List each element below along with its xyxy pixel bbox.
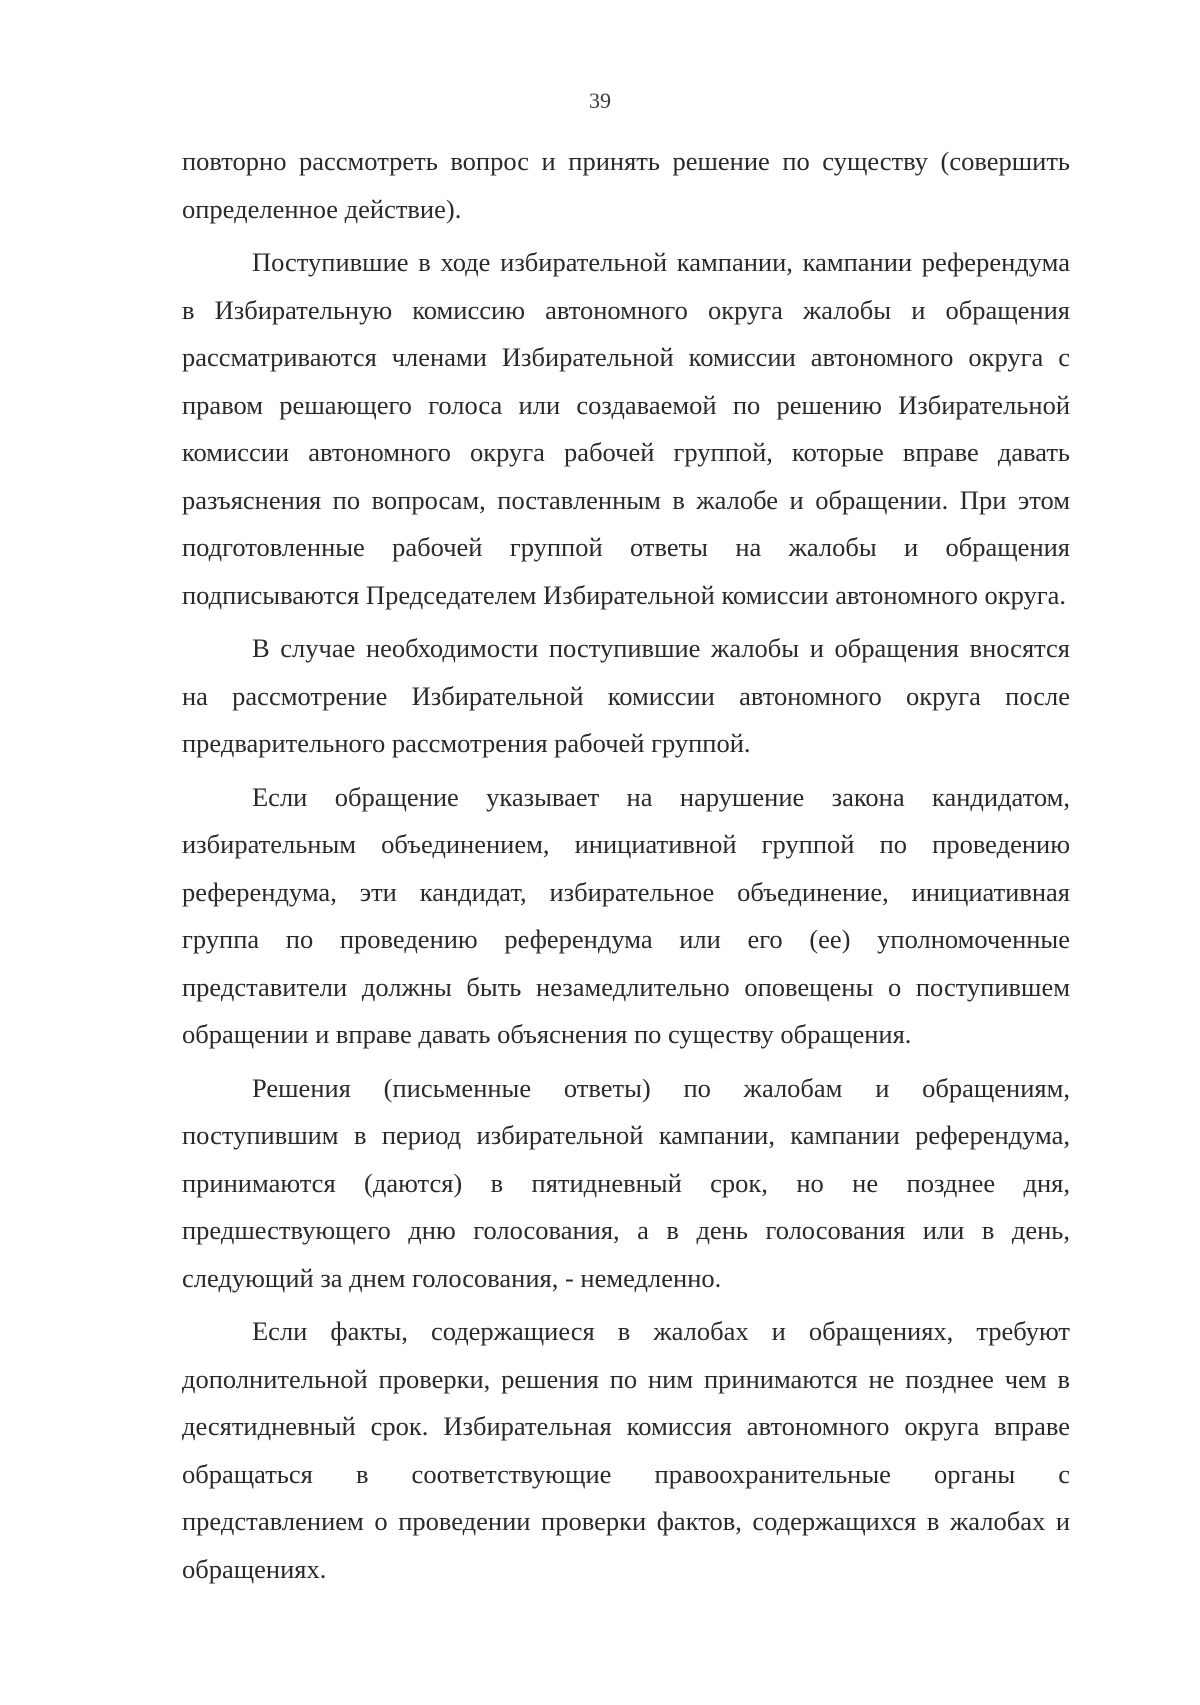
paragraph-continuation: повторно рассмотреть вопрос и принять решение по существу (совершить определенное действие). bbox=[182, 146, 1070, 224]
paragraph: Поступившие в ходе избирательной кампании, кампании референдума в Избирательную комиссию автономного округа жалобы и обращения рассматриваются членами Избирательной комиссии автономного округа с правом решающего голоса или создаваемой по решению Избирательной комиссии автономного округа рабочей группой, которые вправе давать разъяснения по вопросам, поставленным в жалобе и обращении. При этом подготовленные рабочей группой ответы на жалобы и обращения подписываются Председателем Избирательной комиссии автономного округа. bbox=[182, 247, 1070, 610]
page-number: 39 bbox=[589, 88, 611, 113]
document-body bbox=[182, 138, 1070, 1599]
paragraph: В случае необходимости поступившие жалобы и обращения вносятся на рассмотрение Избирательной комиссии автономного округа после предварительного рассмотрения рабочей группой. bbox=[182, 633, 1070, 758]
paragraph: Если факты, содержащиеся в жалобах и обращениях, требуют дополнительной проверки, решения по ним принимаются не позднее чем в десятидневный срок. Избирательная комиссия автономного округа вправе обращаться в соответствующие правоохранительные органы с представлением о проведении проверки фактов, содержащихся в жалобах и обращениях. bbox=[182, 1316, 1070, 1584]
paragraph: Решения (письменные ответы) по жалобам и обращениям, поступившим в период избирательной кампании, кампании референдума, принимаются (даются) в пятидневный срок, но не позднее дня, предшествующего дню голосования, а в день голосования или в день, следующий за днем голосования, - немедленно. bbox=[182, 1072, 1070, 1293]
paragraph: Если обращение указывает на нарушение закона кандидатом, избирательным объединением, инициативной группой по проведению референдума, эти кандидат, избирательное объединение, инициативная группа по проведению референдума или его (ее) уполномоченные представители должны быть незамедлительно оповещены о поступившем обращении и вправе давать объяснения по существу обращения. bbox=[182, 781, 1070, 1049]
